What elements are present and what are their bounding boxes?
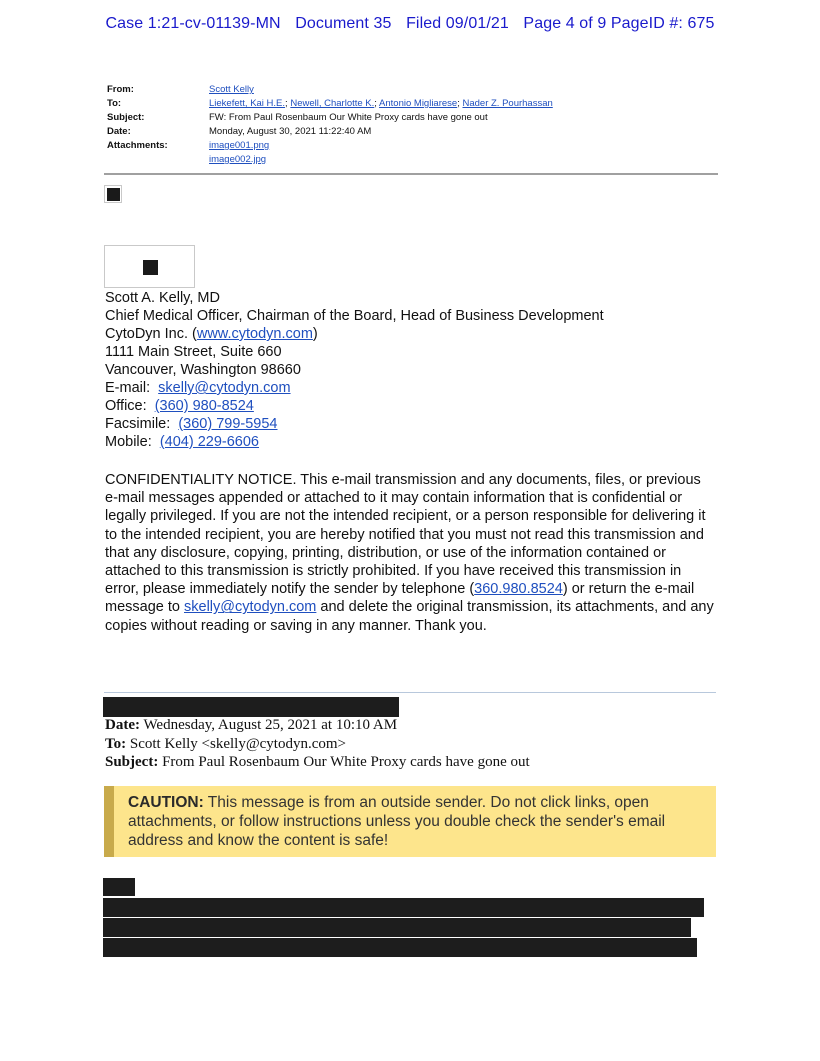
office-phone-link[interactable]: (360) 980-8524 (154, 398, 254, 414)
notice-text: ) or return the e-mail message to (105, 581, 695, 616)
signature-name: Scott A. Kelly, MD (105, 290, 220, 306)
from-label: From: (107, 84, 134, 95)
filed-date: Filed 09/01/21 (406, 15, 509, 32)
page-info: Page 4 of 9 PageID #: 675 (523, 15, 715, 32)
company-name: CytoDyn Inc. ( (105, 326, 197, 342)
attachment-link[interactable]: image001.png (209, 140, 270, 151)
recipient-separator: ; (285, 98, 291, 109)
recipient-link[interactable]: Nader Z. Pourhassan (462, 98, 553, 109)
case-header (0, 15, 820, 33)
signature-address2: Vancouver, Washington 98660 (105, 362, 301, 378)
fwd-subject-label: Subject: (105, 754, 159, 770)
caution-text: This message is from an outside sender. Do not click links, open attachments, or follow instructions unless you double check the sender's email address and know the content is safe! (128, 794, 666, 849)
document-number: Document 35 (295, 15, 392, 32)
fax-label: Facsimile: (105, 416, 179, 432)
email-signature (105, 289, 604, 451)
notice-text: and delete the original transmission, its attachments, and any copies without reading or saving in any manner. Thank you. (105, 599, 714, 634)
office-label: Office: (105, 398, 155, 414)
subject-value: FW: From Paul Rosenbaum Our White Proxy cards have gone out (209, 112, 488, 123)
mobile-label: Mobile: (105, 434, 160, 450)
company-close: ) (312, 326, 318, 342)
caution-banner (104, 786, 716, 857)
subject-label: Subject: (107, 112, 145, 123)
mobile-phone-link[interactable]: (404) 229-6606 (159, 434, 259, 450)
recipient-link[interactable]: Newell, Charlotte K. (290, 98, 375, 109)
date-value: Monday, August 30, 2021 11:22:40 AM (209, 126, 372, 137)
to-label: To: (107, 98, 122, 109)
redaction-bar (103, 938, 697, 957)
notice-text: CONFIDENTIALITY NOTICE. This e-mail transmission and any documents, files, or previous e-mail messages appended or attached to it may contain information that is confidential or legally privileged. If you are not the intended recipient, or a person responsible for delivering it to the intended recipient, you are hereby notified that you must not read this transmission and that any disclosure, copying, printing, distribution, or use of the information contained or attached to this transmission is strictly prohibited. If you have received this transmission in error, please immediately notify the sender by telephone ( (105, 472, 706, 598)
logo-image-placeholder (104, 245, 195, 288)
notice-email-link[interactable]: skelly@cytodyn.com (184, 599, 317, 616)
signature-address1: 1111 Main Street, Suite 660 (105, 344, 282, 360)
caution-label: CAUTION: (128, 794, 204, 811)
to-recipients (209, 97, 553, 111)
redaction-bar (103, 898, 704, 917)
confidentiality-notice (105, 471, 715, 635)
attachment-link[interactable]: image002.jpg (209, 154, 267, 165)
recipient-separator: ; (374, 98, 380, 109)
signature-title: Chief Medical Officer, Chairman of the Board, Head of Business Development (105, 308, 604, 324)
fwd-to-label: To: (105, 735, 127, 752)
header-divider (104, 173, 718, 175)
email-header (107, 83, 553, 167)
fwd-date-label: Date: (105, 717, 140, 733)
redaction-bar (103, 918, 691, 937)
company-website-link[interactable]: www.cytodyn.com (196, 326, 313, 342)
forward-divider (104, 692, 716, 693)
fwd-to-value: Scott Kelly <skelly@cytodyn.com> (126, 735, 346, 752)
attachments-label: Attachments: (107, 140, 168, 151)
redaction-bar (103, 697, 399, 717)
case-number: Case 1:21-cv-01139-MN (105, 15, 281, 32)
fwd-subject-value: From Paul Rosenbaum Our White Proxy cards have gone out (158, 754, 530, 770)
email-label: E-mail: (105, 380, 159, 396)
image-placeholder-icon (104, 185, 122, 203)
redaction-bar (103, 878, 135, 896)
recipient-link[interactable]: Liekefett, Kai H.E. (209, 98, 286, 109)
notice-phone-link[interactable]: 360.980.8524 (474, 581, 563, 598)
recipient-separator: ; (457, 98, 463, 109)
from-link[interactable]: Scott Kelly (209, 84, 254, 95)
forwarded-header (105, 716, 530, 772)
fwd-date-value: Wednesday, August 25, 2021 at 10:10 AM (139, 717, 398, 733)
signature-company (105, 325, 604, 343)
fax-link[interactable]: (360) 799-5954 (178, 416, 278, 432)
date-label: Date: (107, 126, 131, 137)
email-link[interactable]: skelly@cytodyn.com (158, 380, 291, 396)
recipient-link[interactable]: Antonio Migliarese (379, 98, 458, 109)
